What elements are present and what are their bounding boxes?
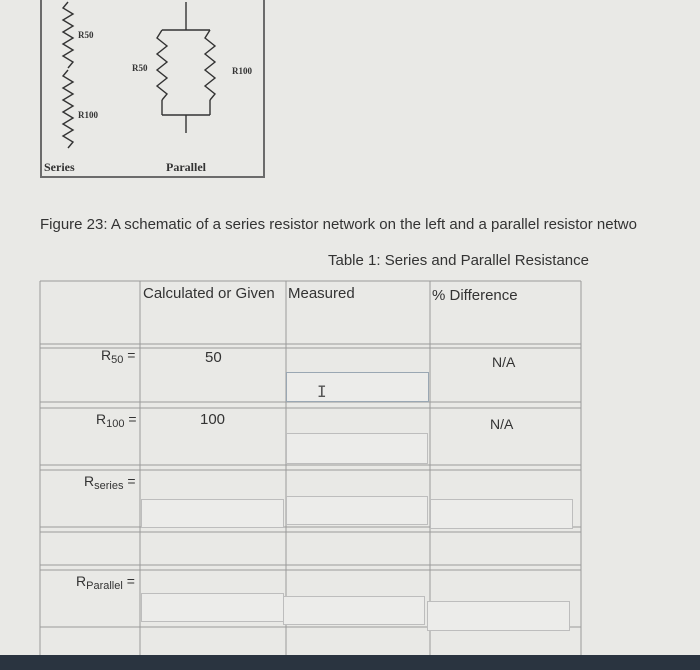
- difference-rseries-input[interactable]: [430, 499, 573, 529]
- difference-r50: N/A: [492, 354, 516, 370]
- header-difference: % Difference: [432, 287, 518, 304]
- series-resistor-bottom: [63, 70, 73, 148]
- table-title: Table 1: Series and Parallel Resistance: [328, 252, 589, 269]
- row-label-r100: $R_{100}$ =: [96, 411, 137, 430]
- parallel-resistor-right: [205, 30, 215, 100]
- parallel-r100-label: R100: [232, 66, 252, 76]
- series-resistor-top: [63, 2, 73, 68]
- calculated-r100: 100: [200, 411, 226, 428]
- measured-rparallel-input[interactable]: [283, 596, 425, 625]
- header-calculated: Calculated or Given: [143, 285, 275, 302]
- parallel-label: Parallel: [166, 160, 206, 174]
- bottom-edge-bar: [0, 655, 700, 670]
- series-r50-label: R50: [78, 30, 94, 40]
- series-r100-label: R100: [78, 110, 98, 120]
- measured-rseries-input[interactable]: [286, 496, 428, 525]
- measured-r50-input[interactable]: [286, 372, 429, 402]
- series-label: Series: [44, 160, 75, 174]
- header-measured: Measured: [288, 285, 355, 302]
- measured-r100-input[interactable]: [286, 433, 428, 464]
- calculated-rparallel-input[interactable]: [141, 593, 284, 622]
- calculated-r50: 50: [205, 349, 222, 366]
- parallel-resistor-left: [157, 30, 167, 100]
- resistor-schematic-svg: [0, 0, 280, 185]
- row-label-r50: $R_{50}$ =: [101, 347, 136, 366]
- difference-r100: N/A: [490, 416, 514, 432]
- figure-caption: Figure 23: A schematic of a series resistor network on the left and a parallel resistor netwo: [40, 216, 637, 233]
- text-cursor-icon: I: [317, 382, 327, 401]
- calculated-rseries-input[interactable]: [141, 499, 284, 528]
- difference-rparallel-input[interactable]: [427, 601, 570, 631]
- row-label-rparallel: $R_{Parallel}$ =: [76, 573, 135, 592]
- parallel-r50-label: R50: [132, 63, 148, 73]
- row-label-rseries: $R_{series}$ =: [84, 473, 136, 492]
